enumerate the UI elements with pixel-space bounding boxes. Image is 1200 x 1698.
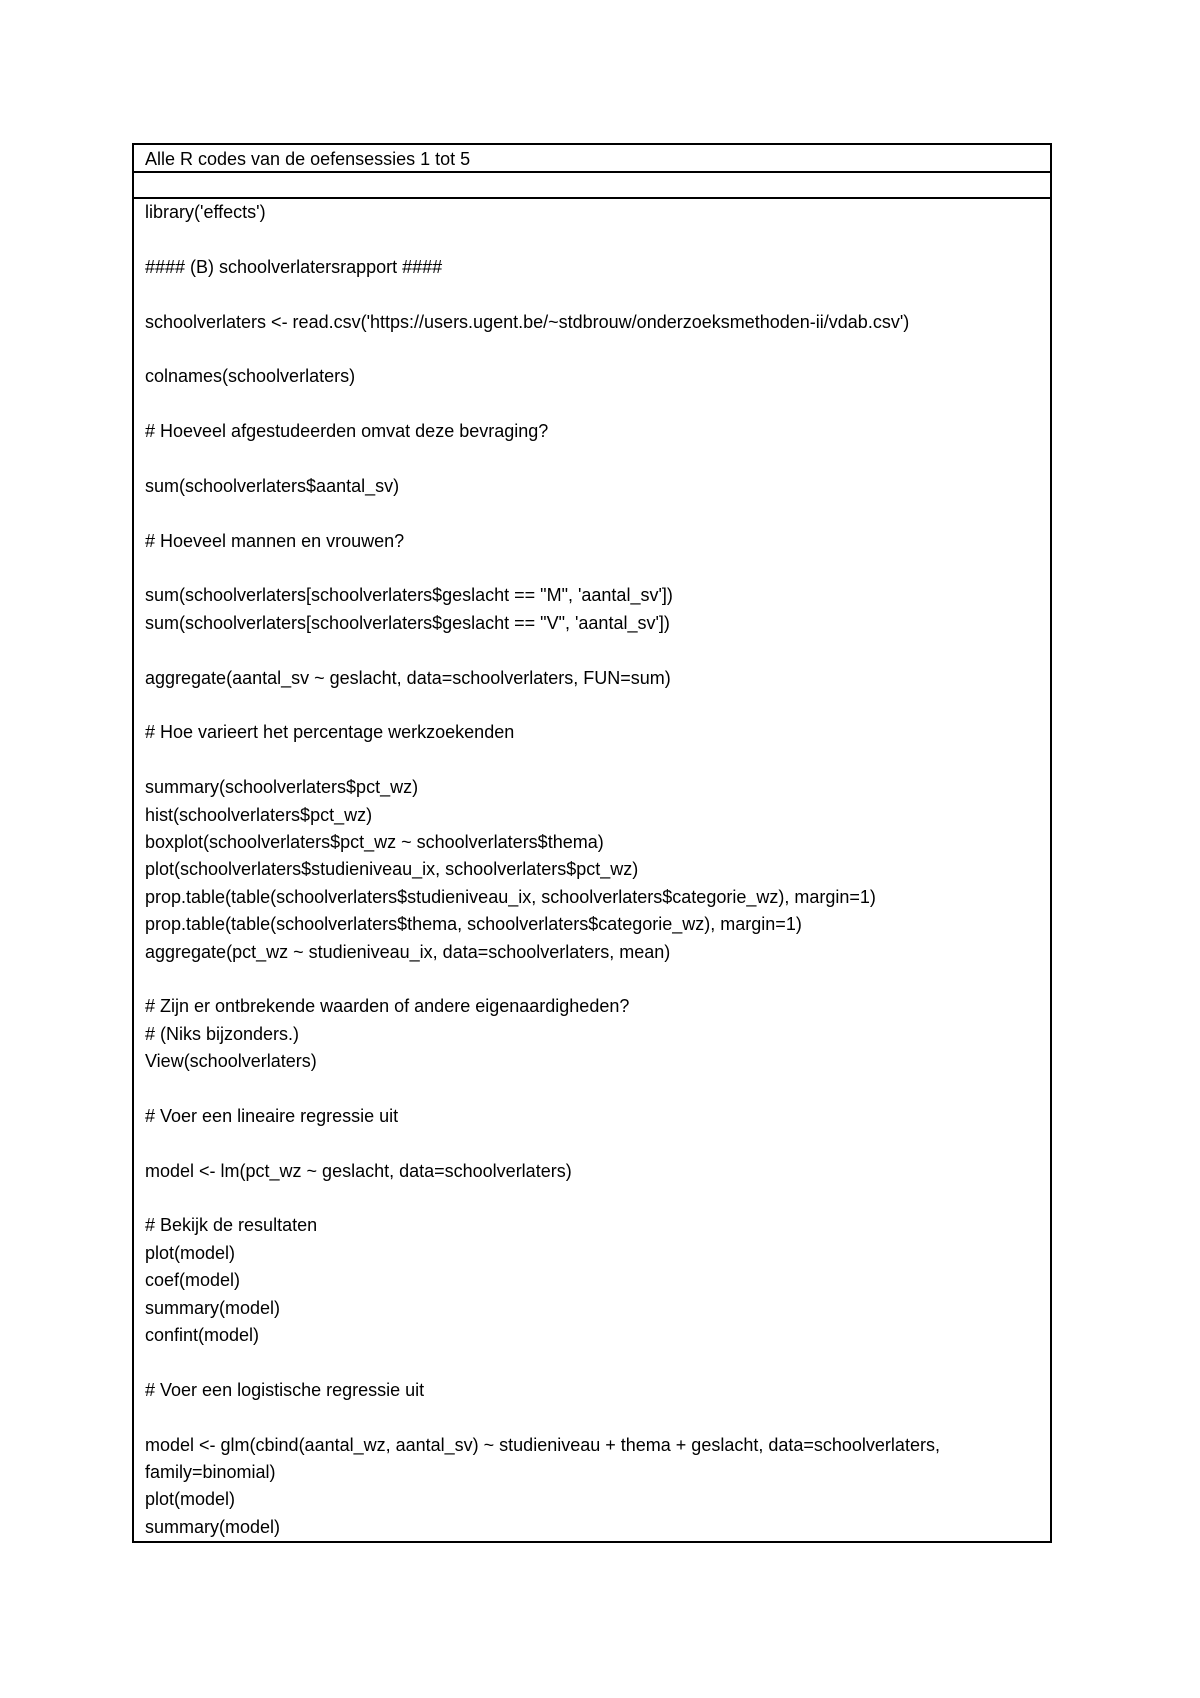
- code-line: aggregate(aantal_sv ~ geslacht, data=schoolverlaters, FUN=sum): [145, 667, 671, 688]
- code-cell: [134, 199, 1050, 1541]
- code-line: summary(model): [145, 1297, 281, 1318]
- blank-line: [145, 1185, 1042, 1212]
- code-line: #### (B) schoolverlatersrapport ####: [145, 256, 443, 277]
- code-line: # Voer een lineaire regressie uit: [145, 1105, 399, 1126]
- blank-line: [145, 1130, 1042, 1157]
- code-line: plot(schoolverlaters$studieniveau_ix, schoolverlaters$pct_wz): [145, 859, 639, 880]
- code-line: coef(model): [145, 1270, 241, 1291]
- blank-line: [145, 1349, 1042, 1376]
- code-line: sum(schoolverlaters$aantal_sv): [145, 475, 400, 496]
- blank-line: [145, 500, 1042, 527]
- blank-line: [145, 555, 1042, 582]
- code-line: model <- glm(cbind(aantal_wz, aantal_sv) ~ studieniveau + thema + geslacht, data=schoolverlaters,: [145, 1434, 940, 1455]
- code-line: View(schoolverlaters): [145, 1051, 317, 1072]
- blank-line: [145, 391, 1042, 418]
- code-line: # Hoeveel afgestudeerden omvat deze bevraging?: [145, 421, 549, 442]
- code-line: # Hoe varieert het percentage werkzoekenden: [145, 722, 515, 743]
- code-line: # Zijn er ontbrekende waarden of andere eigenaardigheden?: [145, 996, 630, 1017]
- code-line: aggregate(pct_wz ~ studieniveau_ix, data=schoolverlaters, mean): [145, 941, 671, 962]
- code-line: # Voer een logistische regressie uit: [145, 1379, 425, 1400]
- code-line: summary(model): [145, 1516, 281, 1537]
- blank-line: [145, 747, 1042, 774]
- blank-line: [145, 692, 1042, 719]
- table-title: Alle R codes van de oefensessies 1 tot 5: [134, 145, 1050, 173]
- code-line: hist(schoolverlaters$pct_wz): [145, 804, 373, 825]
- code-line: schoolverlaters <- read.csv('https://users.ugent.be/~stdbrouw/onderzoeksmethoden-ii/vdab.csv'): [145, 311, 910, 332]
- blank-line: [145, 637, 1042, 664]
- code-line: plot(model): [145, 1242, 236, 1263]
- code-line: prop.table(table(schoolverlaters$studieniveau_ix, schoolverlaters$categorie_wz), margin=1): [145, 886, 876, 907]
- blank-line: [145, 966, 1042, 993]
- blank-line: [145, 336, 1042, 363]
- code-line: boxplot(schoolverlaters$pct_wz ~ schoolverlaters$thema): [145, 831, 604, 852]
- code-line: sum(schoolverlaters[schoolverlaters$geslacht == "M", 'aantal_sv']): [145, 585, 673, 606]
- code-line: plot(model): [145, 1489, 236, 1510]
- blank-line: [145, 446, 1042, 473]
- code-line: summary(schoolverlaters$pct_wz): [145, 777, 419, 798]
- code-line: # Hoeveel mannen en vrouwen?: [145, 530, 405, 551]
- code-table: [132, 143, 1052, 1543]
- code-line: prop.table(table(schoolverlaters$thema, schoolverlaters$categorie_wz), margin=1): [145, 914, 802, 935]
- code-line: sum(schoolverlaters[schoolverlaters$geslacht == "V", 'aantal_sv']): [145, 612, 670, 633]
- code-line: # Bekijk de resultaten: [145, 1215, 318, 1236]
- blank-line: [145, 226, 1042, 253]
- code-line: library('effects'): [145, 202, 266, 222]
- blank-line: [145, 1076, 1042, 1103]
- code-line: colnames(schoolverlaters): [145, 366, 356, 387]
- code-line: model <- lm(pct_wz ~ geslacht, data=schoolverlaters): [145, 1160, 572, 1181]
- code-line: confint(model): [145, 1325, 260, 1346]
- blank-line: [145, 1404, 1042, 1431]
- empty-row: [134, 173, 1050, 199]
- code-line: family=binomial): [145, 1461, 276, 1482]
- code-line: # (Niks bijzonders.): [145, 1023, 300, 1044]
- blank-line: [145, 281, 1042, 308]
